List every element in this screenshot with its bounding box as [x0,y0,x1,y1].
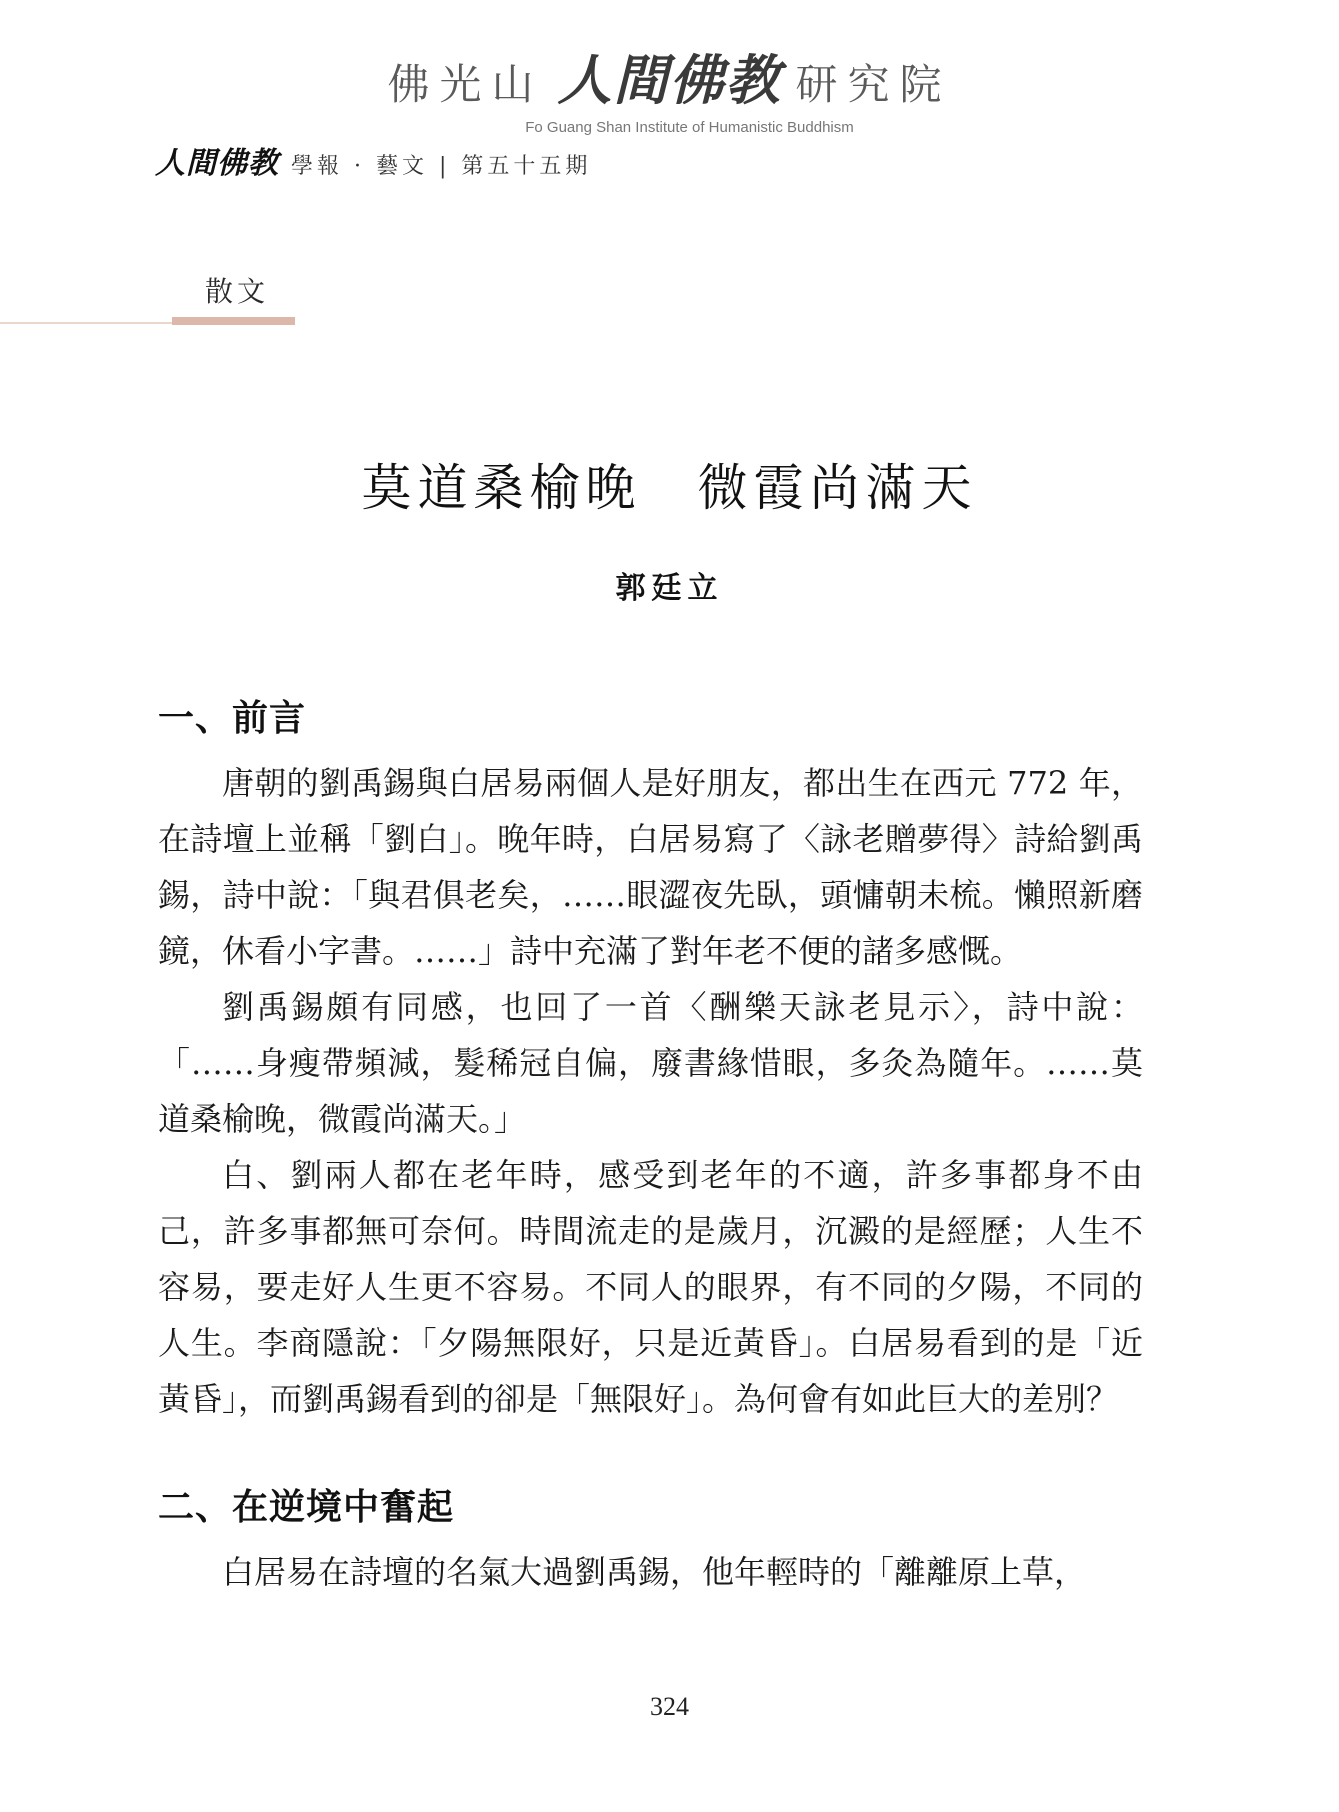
paragraph: 白居易在詩壇的名氣大過劉禹錫，他年輕時的「離離原上草， [222,1553,1087,1591]
paragraph: 唐朝的劉禹錫與白居易兩個人是好朋友，都出生在西元 772 年，在詩壇上並稱「劉白」。晚年時，白居易寫了〈詠老贈夢得〉詩給劉禹錫，詩中說：「與君俱老矣，……眼澀夜先臥，頭慵朝未梳。懶照新磨鏡，休看小字書。……」詩中充滿了對年老不便的諸多感慨。 [158,764,1143,970]
institute-header [0,38,1339,136]
paragraph: 白、劉兩人都在老年時，感受到老年的不適，許多事都身不由己，許多事都無可奈何。時間流走的是歲月，沉澱的是經歷；人生不容易，要走好人生更不容易。不同人的眼界，有不同的夕陽，不同的人生。李商隱說：「夕陽無限好，只是近黃昏」。白居易看到的是「近黃昏」，而劉禹錫看到的卻是「無限好」。為何會有如此巨大的差別？ [158,1156,1143,1418]
journal-brand-logo: 人間佛教 [155,146,279,181]
section-accent-bar [172,317,295,325]
article-title: 莫道桑榆晚 微霞尚滿天 [361,459,978,517]
paragraph: 劉禹錫頗有同感，也回了一首〈酬樂天詠老見示〉，詩中說：「……身瘦帶頻減，髮稀冠自偏，廢書緣惜眼，多灸為隨年。……莫道桑榆晚，微霞尚滿天。」 [158,988,1143,1138]
section-heading-adversity: 二、在逆境中奮起 [158,1486,455,1528]
institute-prefix: 佛光山 [387,60,544,109]
article-author: 郭廷立 [615,571,724,606]
institute-suffix: 研究院 [795,60,952,109]
section-heading-intro: 一、前言 [158,697,307,739]
journal-issue-info: 學報 · 藝文 | 第五十五期 [291,154,592,179]
institute-english-name: Fo Guang Shan Institute of Humanistic Buddhism [525,119,854,136]
section-category-label: 散文 [205,275,270,308]
page-number: 324 [650,1692,689,1721]
institute-brand-logo: 人間佛教 [557,48,782,112]
institute-title [387,38,951,115]
journal-header [155,138,591,182]
article-body [158,690,1143,1600]
